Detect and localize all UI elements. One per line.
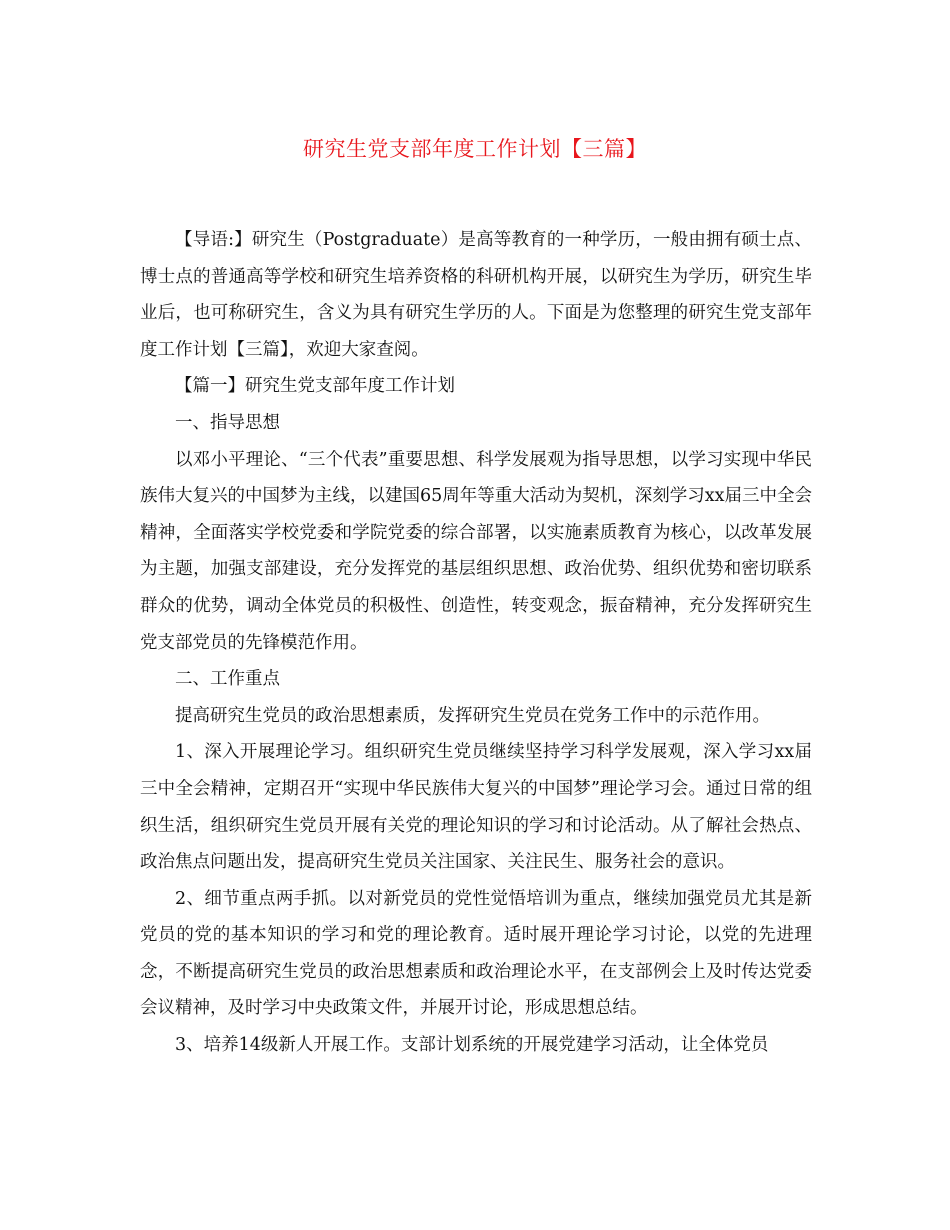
paragraph-section-heading-2: 二、工作重点 [175,669,280,690]
paragraph-part-heading: 【篇一】研究生党支部年度工作计划 [175,376,455,397]
paragraph-guiding-thought: 以邓小平理论、“三个代表”重要思想、科学发展观为指导思想，以学习实现中华民族伟大复兴的中国梦为主线，以建国65周年等重大活动为契机，深刻学习xx届三中全会精神，全面落实学校党委和学院党委的综合部署，以实施素质教育为核心，以改革发展为主题，加强支部建设，充分发挥党的基层组织思想、政治优势、组织优势和密切联系群众的优势，调动全体党员的积极性、创造性，转变观念，振奋精神，充分发挥研究生党支部党员的先锋模范作用。 [140,449,813,653]
paragraph-item-3: 3、培养14级新人开展工作。支部计划系统的开展党建学习活动，让全体党员 [175,1035,769,1056]
paragraph-item-1: 1、深入开展理论学习。组织研究生党员继续坚持学习科学发展观，深入学习xx届三中全会精神，定期召开“实现中华民族伟大复兴的中国梦”理论学习会。通过日常的组织生活，组织研究生党员开展有关党的理论知识的学习和讨论活动。从了解社会热点、政治焦点问题出发，提高研究生党员关注国家、关注民生、服务社会的意识。 [140,742,812,873]
paragraph-item-2: 2、细节重点两手抓。以对新党员的党性觉悟培训为重点，继续加强党员尤其是新党员的党的基本知识的学习和党的理论教育。适时展开理论学习讨论，以党的先进理念，不断提高研究生党员的政治思想素质和政治理论水平，在支部例会上及时传达党委会议精神，及时学习中央政策文件，并展开讨论，形成思想总结。 [140,888,812,1019]
paragraph-section-heading-1: 一、指导思想 [175,412,280,433]
document-body [140,222,812,1064]
paragraph-intro: 【导语:】研究生（Postgraduate）是高等教育的一种学历，一般由拥有硕士点、博士点的普通高等学校和研究生培养资格的科研机构开展，以研究生为学历，研究生毕业后，也可称研究生，含义为具有研究生学历的人。下面是为您整理的研究生党支部年度工作计划【三篇】，欢迎大家查阅。 [140,230,812,360]
document-title: 研究生党支部年度工作计划【三篇】 [303,137,647,161]
paragraph-focus-summary: 提高研究生党员的政治思想素质，发挥研究生党员在党务工作中的示范作用。 [175,705,770,726]
